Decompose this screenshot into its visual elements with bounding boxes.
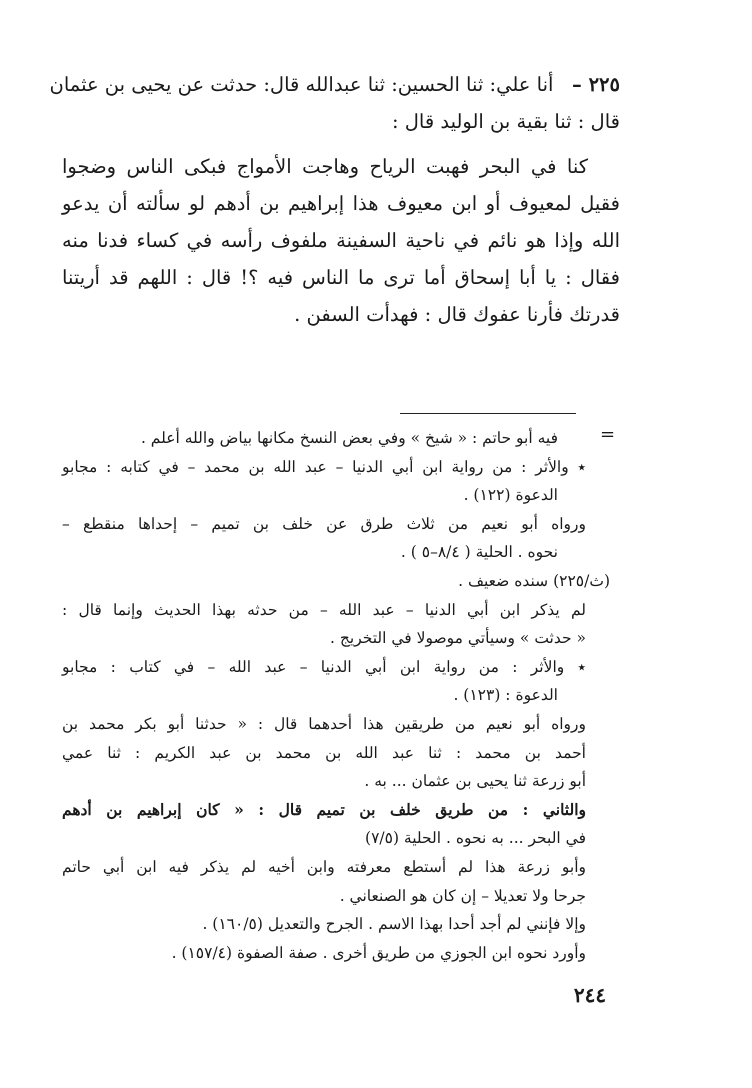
text-line: قال : ثنا بقية بن الوليد قال : xyxy=(391,110,620,133)
narration-paragraph xyxy=(62,148,620,333)
text-line-content: أنا علي: ثنا الحسين: ثنا عبدالله قال: حدثت عن يحيى بن عثمان xyxy=(49,73,554,96)
text-line: فقيل لمعيوف أو ابن معيوف هذا إبراهيم بن أدهم لو سألته أن يدعو xyxy=(62,192,620,215)
footnote-line: وأبو زرعة هذا لم أستطع معرفته وابن أخيه لم يذكر فيه ابن أبي حاتم xyxy=(62,857,586,876)
text-line: كنا في البحر فهبت الرياح وهاجت الأمواج فبكى الناس وضجوا xyxy=(62,155,588,178)
footnote-line: (ث/٢٢٥) سنده ضعيف . xyxy=(458,571,610,590)
footnote-line: جرحا ولا تعديلا – إن كان هو الصنعاني . xyxy=(339,886,586,905)
footnote-line: وإلا فإنني لم أجد أحدا بهذا الاسم . الجرح والتعديل (١٦٠/٥) . xyxy=(202,915,586,934)
footnote-line: ٭ والأثر : من رواية ابن أبي الدنيا – عبد الله – في كتاب : مجابو xyxy=(62,657,586,676)
footnote-line: ٭ والأثر : من رواية ابن أبي الدنيا – عبد الله بن محمد – في كتابه : مجابو xyxy=(62,457,586,476)
footnote-line: الدعوة (١٢٢) . xyxy=(463,486,558,505)
text-line: قدرتك فأرنا عفوك قال : فهدأت السفن . xyxy=(294,303,620,326)
footnote-line-content: والثاني : من طريق خلف بن تميم قال : « كان إبراهيم بن أدهم xyxy=(62,799,586,819)
main-text xyxy=(49,66,620,333)
footnote-line: أبو زرعة ثنا يحيى بن عثمان ... به . xyxy=(364,772,586,791)
footnote-line: « حدثت » وسيأتي موصولا في التخريج . xyxy=(330,629,586,648)
text-line: فقال : يا أبا إسحاق أما ترى ما الناس فيه ؟! قال : اللهم قد أريتنا xyxy=(62,266,620,289)
footnote-line: ورواه أبو نعيم من طريقين هذا أحدهما قال : « حدثنا أبو بكر محمد بن xyxy=(62,714,586,733)
footnote-line: ورواه أبو نعيم من ثلاث طرق عن خلف بن تميم – إحداها منقطع – xyxy=(62,514,586,533)
continuation-mark: = xyxy=(600,424,616,445)
page-number: ٢٤٤ xyxy=(573,983,607,1007)
footnote-line: لم يذكر ابن أبي الدنيا – عبد الله – من حدثه بهذا الحديث وإنما قال : xyxy=(62,600,586,619)
footnote-line: الدعوة : (١٢٣) . xyxy=(453,686,558,705)
footnote-line: وأورد نحوه ابن الجوزي من طريق أخرى . صفة الصفوة (١٥٧/٤) . xyxy=(171,943,586,962)
footnote-line xyxy=(62,796,610,825)
text-line: الله وإذا هو نائم في ناحية السفينة ملفوف رأسه في كساء فدنا منه xyxy=(62,229,620,252)
footnote-divider xyxy=(400,413,576,414)
footnote-line: نحوه . الحلية ( ٨/٤–٥ ) . xyxy=(400,543,558,562)
footnote-line: أحمد بن محمد : ثنا عبد الله بن محمد بن عبد الكريم : ثنا عمي xyxy=(62,743,586,762)
text-line xyxy=(49,66,620,103)
narration-number: ٢٢٥ – xyxy=(572,73,620,96)
footnotes xyxy=(62,424,610,967)
footnote-line: فيه أبو حاتم : « شيخ » وفي بعض النسخ مكانها بياض والله أعلم . xyxy=(140,429,558,447)
footnote-line: في البحر ... به نحوه . الحلية (٧/٥) xyxy=(365,829,586,848)
